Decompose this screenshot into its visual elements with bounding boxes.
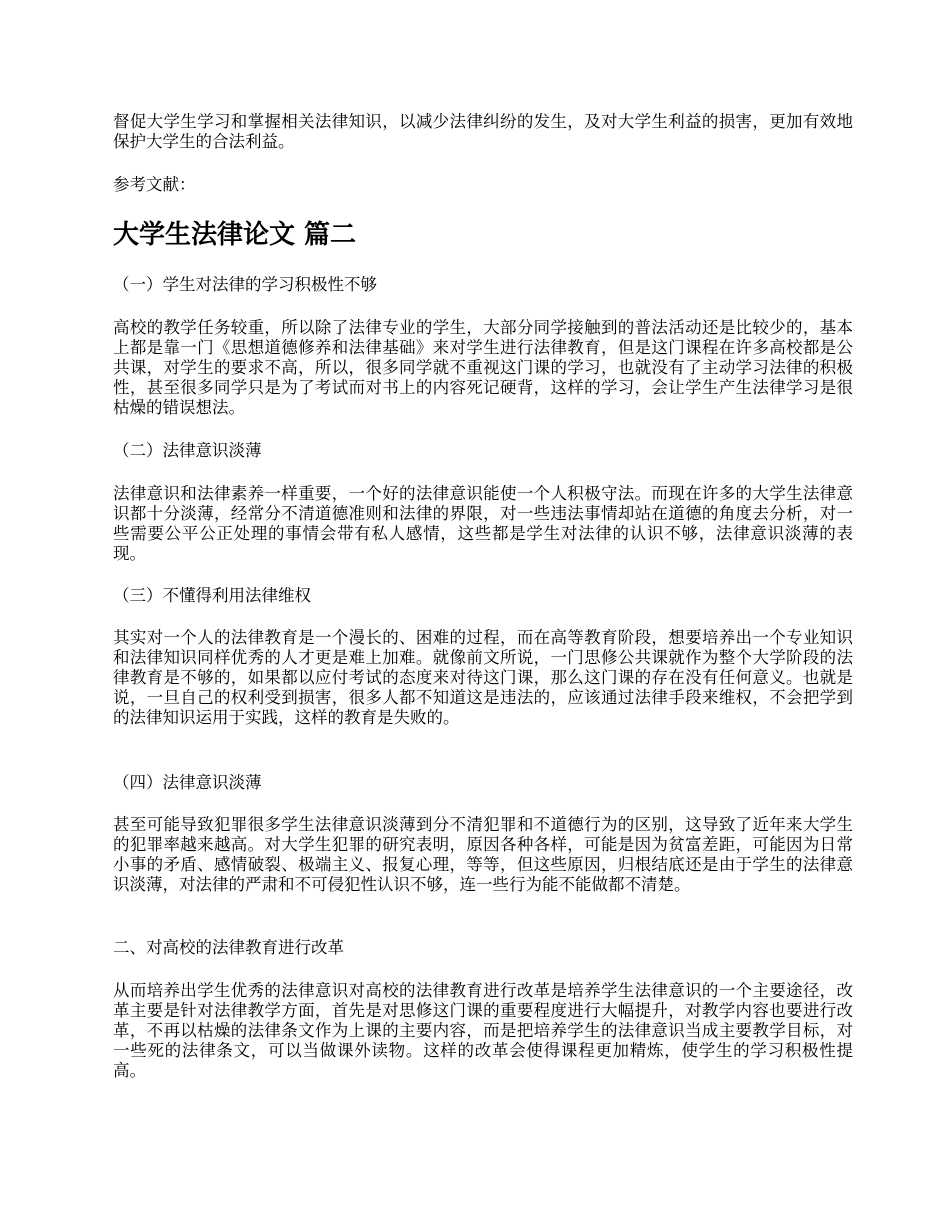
subsection-body-4: 甚至可能导致犯罪很多学生法律意识淡薄到分不清犯罪和不道德行为的区别，这导致了近年来大学生的犯罪率越来越高。对大学生犯罪的研究表明，原因各种各样，可能是因为贫富差距，可能因为日常小事的矛盾、感情破裂、极端主义、报复心理，等等，但这些原因，归根结底还是由于学生的法律意识淡薄，对法律的严肃和不可侵犯性认识不够，连一些行为能不能做都不清楚。 — [113, 815, 853, 894]
subsection-body-1: 高校的教学任务较重，所以除了法律专业的学生，大部分同学接触到的普法活动还是比较少的，基本上都是靠一门《思想道德修养和法律基础》来对学生进行法律教育，但是这门课程在许多高校都是公共课，对学生的要求不高，所以，很多同学就不重视这门课的学习，也就没有了主动学习法律的积极性，甚至很多同学只是为了考试而对书上的内容死记硬背，这样的学习，会让学生产生法律学习是很枯燥的错误想法。 — [113, 318, 853, 417]
subsection-heading-1: （一）学生对法律的学习积极性不够 — [113, 275, 377, 294]
section-title: 大学生法律论文 篇二 — [113, 220, 357, 250]
references-label: 参考文献： — [113, 175, 196, 194]
subsection-heading-5: 二、对高校的法律教育进行改革 — [113, 938, 344, 957]
subsection-heading-4: （四）法律意识淡薄 — [113, 773, 262, 792]
subsection-body-5: 从而培养出学生优秀的法律意识对高校的法律教育进行改革是培养学生法律意识的一个主要途径，改革主要是针对法律教学方面，首先是对思修这门课的重要程度进行大幅提升，对教学内容也要进行改革，不再以枯燥的法律条文作为上课的主要内容，而是把培养学生的法律意识当成主要教学目标，对一些死的法律条文，可以当做课外读物。这样的改革会使得课程更加精炼，使学生的学习积极性提高。 — [113, 981, 853, 1080]
subsection-heading-3: （三）不懂得利用法律维权 — [113, 586, 311, 605]
intro-paragraph: 督促大学生学习和掌握相关法律知识，以减少法律纠纷的发生，及对大学生利益的损害，更加有效地保护大学生的合法利益。 — [113, 112, 853, 151]
subsection-body-2: 法律意识和法律素养一样重要，一个好的法律意识能使一个人积极守法。而现在许多的大学生法律意识都十分淡薄，经常分不清道德准则和法律的界限，对一些违法事情却站在道德的角度去分析，对一些需要公平公正处理的事情会带有私人感情，这些都是学生对法律的认识不够，法律意识淡薄的表现。 — [113, 484, 853, 563]
subsection-body-3: 其实对一个人的法律教育是一个漫长的、困难的过程，而在高等教育阶段，想要培养出一个专业知识和法律知识同样优秀的人才更是难上加难。就像前文所说，一门思修公共课就作为整个大学阶段的法律教育是不够的，如果都以应付考试的态度来对待这门课，那么这门课的存在没有任何意义。也就是说，一旦自己的权利受到损害，很多人都不知道这是违法的，应该通过法律手段来维权，不会把学到的法律知识运用于实践，这样的教育是失败的。 — [113, 628, 853, 727]
subsection-heading-2: （二）法律意识淡薄 — [113, 441, 262, 460]
